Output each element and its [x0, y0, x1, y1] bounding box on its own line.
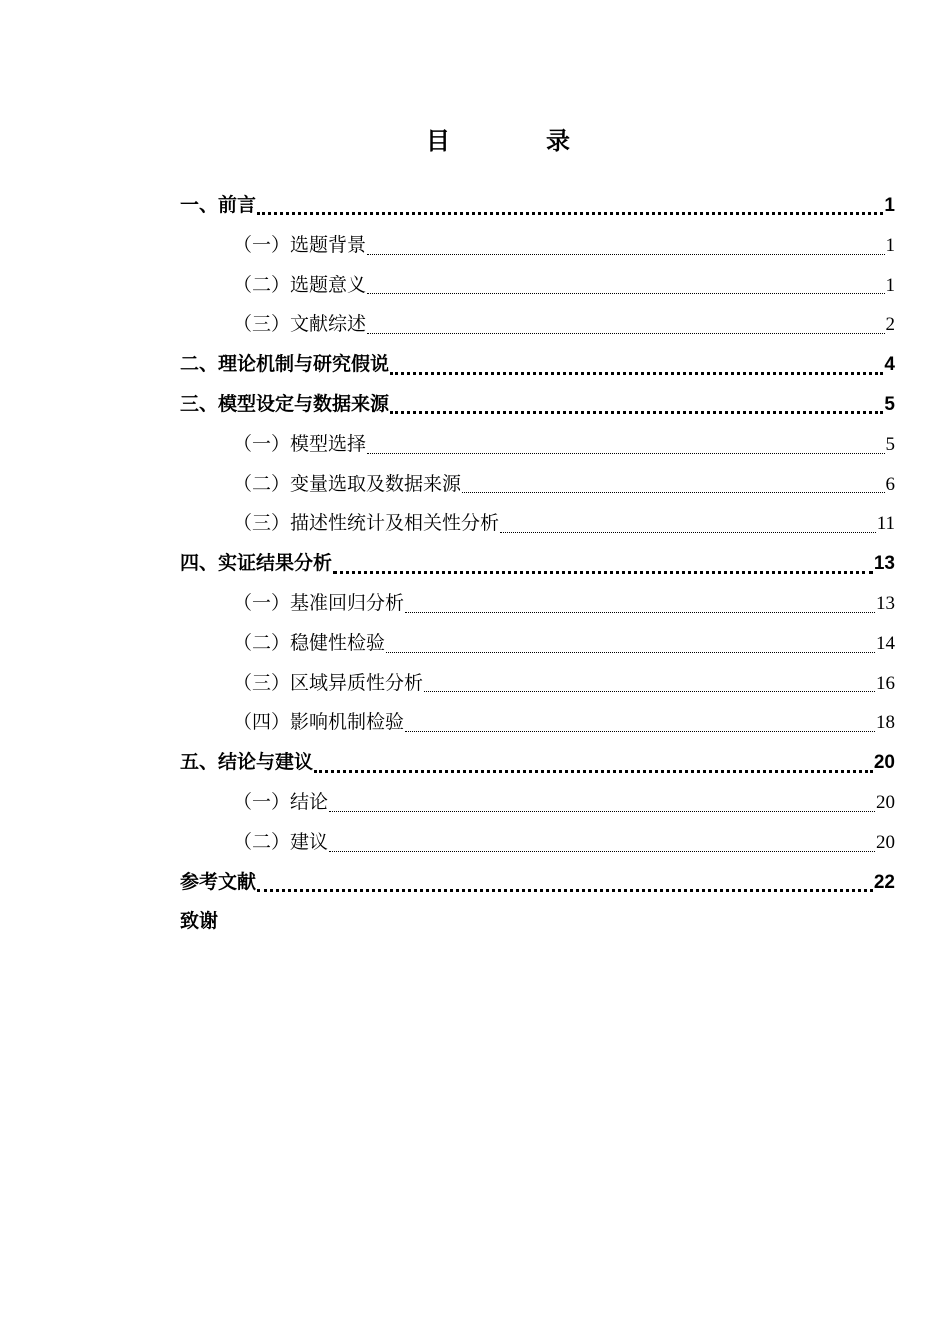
table-of-contents: [180, 186, 895, 942]
toc-chapter-entry[interactable]: [180, 902, 895, 942]
toc-chapter-entry[interactable]: [180, 863, 895, 903]
toc-section-entry[interactable]: [180, 305, 895, 345]
toc-section-entry[interactable]: [180, 266, 895, 306]
toc-dot-leader: [367, 453, 884, 454]
toc-chapter-entry[interactable]: [180, 186, 895, 226]
toc-entry-label: （一）结论: [233, 790, 329, 813]
toc-page-number: 20: [876, 831, 895, 853]
toc-section-entry[interactable]: [180, 584, 895, 624]
toc-page-number: 13: [876, 592, 895, 614]
toc-dot-leader: [333, 571, 873, 574]
toc-dot-leader: [462, 492, 884, 493]
toc-page-number: 22: [873, 871, 895, 893]
toc-entry-label: 致谢: [180, 910, 219, 933]
toc-page-number: 5: [885, 433, 895, 455]
toc-section-entry[interactable]: [180, 783, 895, 823]
toc-section-entry[interactable]: [180, 664, 895, 704]
toc-entry-label: 一、前言: [180, 194, 257, 216]
toc-section-entry[interactable]: [180, 624, 895, 664]
toc-entry-label: （一）基准回归分析: [233, 591, 405, 614]
toc-entry-label: （三）文献综述: [233, 313, 367, 336]
toc-dot-leader: [257, 889, 873, 892]
toc-dot-leader: [329, 811, 875, 812]
toc-page-number: 14: [876, 632, 895, 654]
toc-section-entry[interactable]: [180, 465, 895, 505]
toc-page-number: 1: [885, 234, 895, 256]
toc-dot-leader: [367, 293, 884, 294]
toc-page-number: 2: [885, 314, 895, 336]
title-char-left: 目: [426, 127, 450, 155]
toc-page-number: 16: [876, 672, 895, 694]
toc-dot-leader: [405, 612, 875, 613]
toc-entry-label: （三）描述性统计及相关性分析: [233, 512, 500, 535]
toc-dot-leader: [314, 770, 873, 773]
toc-section-entry[interactable]: [180, 425, 895, 465]
toc-entry-label: （二）选题意义: [233, 273, 367, 296]
toc-entry-label: 二、理论机制与研究假说: [180, 353, 390, 376]
toc-page-number: 6: [885, 473, 895, 495]
toc-page-number: 20: [873, 752, 895, 774]
toc-entry-label: （二）建议: [233, 830, 329, 853]
toc-dot-leader: [386, 652, 875, 653]
toc-section-entry[interactable]: [180, 703, 895, 743]
toc-section-entry[interactable]: [180, 823, 895, 863]
toc-entry-label: 三、模型设定与数据来源: [180, 392, 390, 415]
toc-entry-label: 五、结论与建议: [180, 751, 314, 774]
toc-dot-leader: [405, 731, 875, 732]
toc-section-entry[interactable]: [180, 504, 895, 544]
toc-dot-leader: [390, 372, 883, 375]
toc-page-number: 1: [885, 274, 895, 296]
page-title: [0, 121, 950, 156]
toc-entry-label: （二）稳健性检验: [233, 631, 386, 654]
toc-dot-leader: [257, 212, 883, 215]
toc-page-number: 5: [884, 393, 895, 415]
toc-chapter-entry[interactable]: [180, 385, 895, 425]
toc-entry-label: 四、实证结果分析: [180, 552, 333, 575]
toc-entry-label: （一）选题背景: [233, 233, 367, 256]
toc-dot-leader: [367, 254, 884, 255]
toc-entry-label: （一）模型选择: [233, 432, 367, 455]
toc-page-number: 20: [876, 791, 895, 813]
toc-dot-leader: [424, 691, 875, 692]
toc-chapter-entry[interactable]: [180, 544, 895, 584]
toc-dot-leader: [390, 411, 883, 414]
toc-dot-leader: [329, 851, 875, 852]
title-char-right: 录: [546, 127, 570, 155]
toc-page-number: 4: [884, 354, 895, 376]
toc-entry-label: 参考文献: [180, 870, 257, 893]
toc-section-entry[interactable]: [180, 226, 895, 266]
toc-chapter-entry[interactable]: [180, 743, 895, 783]
toc-dot-leader: [500, 532, 876, 533]
toc-page-number: 13: [873, 553, 895, 575]
toc-page-number: 18: [876, 712, 895, 734]
toc-page-number: 11: [876, 513, 895, 535]
toc-entry-label: （二）变量选取及数据来源: [233, 472, 462, 495]
toc-page-number: 1: [884, 195, 895, 216]
toc-entry-label: （三）区域异质性分析: [233, 671, 424, 694]
toc-chapter-entry[interactable]: [180, 345, 895, 385]
toc-dot-leader: [367, 333, 884, 334]
toc-entry-label: （四）影响机制检验: [233, 711, 405, 734]
